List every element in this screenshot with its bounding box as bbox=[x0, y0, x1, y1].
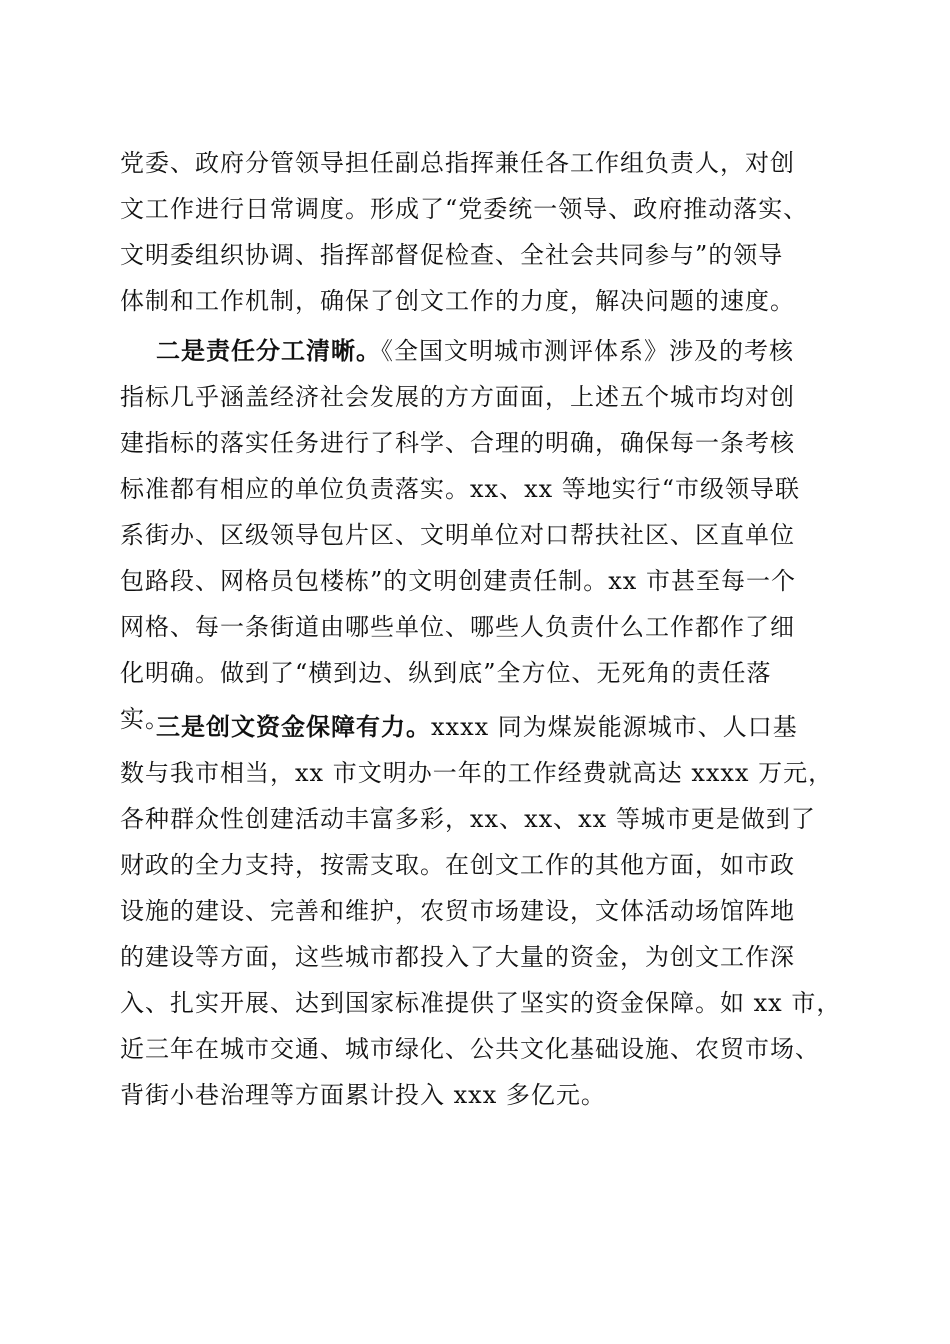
paragraph-line: 设施的建设、完善和维护，农贸市场建设，文体活动场馆阵地 bbox=[120, 897, 795, 925]
paragraph-line: 近三年在城市交通、城市绿化、公共文化基础设施、农贸市场、 bbox=[120, 1035, 820, 1063]
paragraph-line: 包路段、网格员包楼栋”的文明创建责任制。xx 市甚至每一个 bbox=[120, 567, 796, 595]
paragraph-line: 化明确。做到了“横到边、纵到底”全方位、无死角的责任落 bbox=[120, 659, 772, 687]
paragraph-first-line bbox=[120, 704, 840, 750]
paragraph-line: 数与我市相当，xx 市文明办一年的工作经费就高达 xxxx 万元， bbox=[120, 759, 834, 787]
paragraph-line: 财政的全力支持，按需支取。在创文工作的其他方面，如市政 bbox=[120, 851, 795, 879]
paragraph-line: 系街办、区级领导包片区、文明单位对口帮扶社区、区直单位 bbox=[120, 521, 795, 549]
paragraph-line: 背街小巷治理等方面累计投入 xxx 多亿元。 bbox=[120, 1081, 606, 1109]
paragraph-line: 党委、政府分管领导担任副总指挥兼任各工作组负责人，对创 bbox=[120, 149, 795, 177]
paragraph-line: 的建设等方面，这些城市都投入了大量的资金，为创文工作深 bbox=[120, 943, 795, 971]
paragraph-line: 文工作进行日常调度。形成了“党委统一领导、政府推动落实、 bbox=[120, 195, 809, 223]
paragraph-line: 入、扎实开展、达到国家标准提供了坚实的资金保障。如 xx 市， bbox=[120, 989, 842, 1017]
paragraph-funding-guarantee bbox=[120, 704, 840, 1118]
paragraph-line: 体制和工作机制，确保了创文工作的力度，解决问题的速度。 bbox=[120, 287, 795, 315]
paragraph-line: 网格、每一条街道由哪些单位、哪些人负责什么工作都作了细 bbox=[120, 613, 795, 641]
paragraph-line: 各种群众性创建活动丰富多彩，xx、xx、xx 等城市更是做到了 bbox=[120, 805, 816, 833]
paragraph-line-rest: xxxx 同为煤炭能源城市、人口基 bbox=[431, 713, 798, 741]
paragraph-first-line bbox=[120, 328, 840, 374]
paragraph-line: 指标几乎涵盖经济社会发展的方方面面，上述五个城市均对创 bbox=[120, 383, 795, 411]
paragraph-line: 标准都有相应的单位负责落实。xx、xx 等地实行“市级领导联 bbox=[120, 475, 801, 503]
paragraph-leadership-mechanism bbox=[120, 140, 840, 324]
paragraph-line-rest: 《全国文明城市测评体系》涉及的考核 bbox=[381, 337, 794, 365]
paragraph-heading: 三是创文资金保障有力。 bbox=[156, 712, 431, 741]
paragraph-line: 实。 bbox=[120, 705, 170, 733]
paragraph-line: 建指标的落实任务进行了科学、合理的明确，确保每一条考核 bbox=[120, 429, 795, 457]
paragraph-line: 文明委组织协调、指挥部督促检查、全社会共同参与”的领导 bbox=[120, 241, 784, 269]
paragraph-responsibility-division bbox=[120, 328, 840, 742]
paragraph-heading: 二是责任分工清晰。 bbox=[156, 336, 381, 365]
